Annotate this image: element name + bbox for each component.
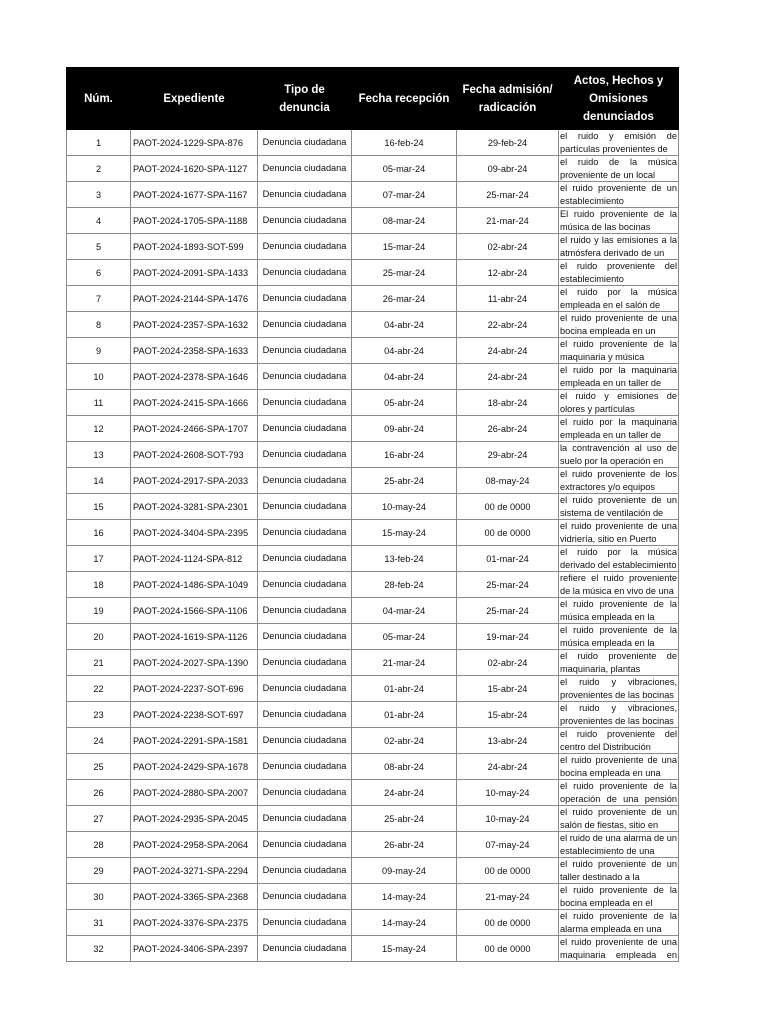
- complaints-table: [66, 67, 679, 962]
- row-num-cell: 16: [67, 520, 131, 546]
- row-expediente-cell: PAOT-2024-1620-SPA-1127: [131, 156, 258, 182]
- row-actos-cell: [559, 728, 679, 754]
- row-tipo-cell: Denuncia ciudadana: [258, 702, 352, 728]
- table-row: [67, 676, 679, 702]
- row-num-cell: 26: [67, 780, 131, 806]
- row-recepcion-cell: 16-abr-24: [352, 442, 457, 468]
- row-actos-cell: [559, 546, 679, 572]
- row-num-cell: 29: [67, 858, 131, 884]
- row-actos-cell: [559, 936, 679, 962]
- row-tipo-cell: Denuncia ciudadana: [258, 156, 352, 182]
- row-admision-cell: 08-may-24: [457, 468, 559, 494]
- row-admision-cell: 24-abr-24: [457, 338, 559, 364]
- row-expediente-cell: PAOT-2024-3376-SPA-2375: [131, 910, 258, 936]
- row-admision-cell: 21-mar-24: [457, 208, 559, 234]
- row-num-cell: 5: [67, 234, 131, 260]
- row-num-cell: 1: [67, 130, 131, 156]
- actos-text: el ruido y las emisiones a la atmósfera derivado de un: [560, 235, 677, 258]
- row-recepcion-cell: 07-mar-24: [352, 182, 457, 208]
- row-expediente-cell: PAOT-2024-3406-SPA-2397: [131, 936, 258, 962]
- row-expediente-cell: PAOT-2024-2429-SPA-1678: [131, 754, 258, 780]
- row-admision-cell: 24-abr-24: [457, 754, 559, 780]
- actos-text: el ruido por la música derivado del establecimiento: [560, 547, 677, 570]
- row-actos-cell: [559, 208, 679, 234]
- row-actos-cell: [559, 780, 679, 806]
- row-num-cell: 32: [67, 936, 131, 962]
- row-actos-cell: [559, 754, 679, 780]
- row-tipo-cell: Denuncia ciudadana: [258, 416, 352, 442]
- actos-text: el ruido proveniente de un taller destinado a la: [560, 859, 677, 882]
- row-recepcion-cell: 05-abr-24: [352, 390, 457, 416]
- row-admision-cell: 00 de 0000: [457, 494, 559, 520]
- row-expediente-cell: PAOT-2024-3271-SPA-2294: [131, 858, 258, 884]
- row-admision-cell: 10-may-24: [457, 806, 559, 832]
- row-actos-cell: [559, 338, 679, 364]
- table-row: [67, 780, 679, 806]
- table-row: [67, 858, 679, 884]
- table-row: [67, 442, 679, 468]
- actos-text: el ruido y emisiones de olores y partículas: [560, 391, 677, 414]
- row-recepcion-cell: 10-may-24: [352, 494, 457, 520]
- actos-text: el ruido y emisión de partículas provenientes de: [560, 131, 677, 154]
- row-recepcion-cell: 08-abr-24: [352, 754, 457, 780]
- row-actos-cell: [559, 364, 679, 390]
- row-expediente-cell: PAOT-2024-2608-SOT-793: [131, 442, 258, 468]
- table-row: [67, 884, 679, 910]
- row-actos-cell: [559, 806, 679, 832]
- row-expediente-cell: PAOT-2024-1566-SPA-1106: [131, 598, 258, 624]
- row-expediente-cell: PAOT-2024-2935-SPA-2045: [131, 806, 258, 832]
- row-tipo-cell: Denuncia ciudadana: [258, 468, 352, 494]
- row-actos-cell: [559, 910, 679, 936]
- row-tipo-cell: Denuncia ciudadana: [258, 494, 352, 520]
- row-admision-cell: 11-abr-24: [457, 286, 559, 312]
- row-expediente-cell: PAOT-2024-2917-SPA-2033: [131, 468, 258, 494]
- row-tipo-cell: Denuncia ciudadana: [258, 442, 352, 468]
- row-num-cell: 23: [67, 702, 131, 728]
- row-tipo-cell: Denuncia ciudadana: [258, 208, 352, 234]
- table-row: [67, 910, 679, 936]
- row-actos-cell: [559, 260, 679, 286]
- row-tipo-cell: Denuncia ciudadana: [258, 130, 352, 156]
- row-tipo-cell: Denuncia ciudadana: [258, 624, 352, 650]
- row-admision-cell: 18-abr-24: [457, 390, 559, 416]
- row-admision-cell: 29-feb-24: [457, 130, 559, 156]
- row-actos-cell: [559, 156, 679, 182]
- row-tipo-cell: Denuncia ciudadana: [258, 754, 352, 780]
- row-tipo-cell: Denuncia ciudadana: [258, 546, 352, 572]
- row-tipo-cell: Denuncia ciudadana: [258, 520, 352, 546]
- row-actos-cell: [559, 858, 679, 884]
- table-row: [67, 338, 679, 364]
- row-admision-cell: 15-abr-24: [457, 676, 559, 702]
- row-admision-cell: 21-may-24: [457, 884, 559, 910]
- table-row: [67, 572, 679, 598]
- row-recepcion-cell: 21-mar-24: [352, 650, 457, 676]
- row-recepcion-cell: 01-abr-24: [352, 702, 457, 728]
- row-admision-cell: 00 de 0000: [457, 858, 559, 884]
- row-actos-cell: [559, 182, 679, 208]
- row-admision-cell: 02-abr-24: [457, 234, 559, 260]
- row-expediente-cell: PAOT-2024-2027-SPA-1390: [131, 650, 258, 676]
- actos-text: el ruido proveniente de la música empleada en la: [560, 625, 677, 648]
- row-expediente-cell: PAOT-2024-1229-SPA-876: [131, 130, 258, 156]
- row-actos-cell: [559, 416, 679, 442]
- row-actos-cell: [559, 520, 679, 546]
- row-admision-cell: 29-abr-24: [457, 442, 559, 468]
- table-header: [67, 68, 679, 130]
- table-row: [67, 650, 679, 676]
- table-row: [67, 156, 679, 182]
- row-expediente-cell: PAOT-2024-1705-SPA-1188: [131, 208, 258, 234]
- row-num-cell: 25: [67, 754, 131, 780]
- row-tipo-cell: Denuncia ciudadana: [258, 234, 352, 260]
- actos-text: el ruido y vibraciones, provenientes de las bocinas: [560, 677, 677, 700]
- actos-text: el ruido proveniente de una vidriería, sitio en Puerto: [560, 521, 677, 544]
- row-num-cell: 22: [67, 676, 131, 702]
- row-actos-cell: [559, 312, 679, 338]
- row-num-cell: 8: [67, 312, 131, 338]
- actos-text: el ruido por la maquinaria empleada en un taller de: [560, 417, 677, 440]
- row-tipo-cell: Denuncia ciudadana: [258, 572, 352, 598]
- row-actos-cell: [559, 884, 679, 910]
- row-tipo-cell: Denuncia ciudadana: [258, 910, 352, 936]
- row-expediente-cell: PAOT-2024-2144-SPA-1476: [131, 286, 258, 312]
- table-row: [67, 624, 679, 650]
- row-expediente-cell: PAOT-2024-2357-SPA-1632: [131, 312, 258, 338]
- row-num-cell: 17: [67, 546, 131, 572]
- actos-text: el ruido proveniente de una bocina empleada en una: [560, 755, 677, 778]
- actos-text: el ruido proveniente de un sistema de ventilación de: [560, 495, 677, 518]
- row-actos-cell: [559, 702, 679, 728]
- table-row: [67, 598, 679, 624]
- actos-text: el ruido proveniente de la operación de una pensión: [560, 781, 677, 804]
- header-fecha-admision: Fecha admisión/ radicación: [457, 68, 559, 130]
- table-row: [67, 390, 679, 416]
- actos-text: el ruido de la música proveniente de un local: [560, 157, 677, 180]
- row-num-cell: 27: [67, 806, 131, 832]
- table-row: [67, 182, 679, 208]
- row-expediente-cell: PAOT-2024-1124-SPA-812: [131, 546, 258, 572]
- row-admision-cell: 15-abr-24: [457, 702, 559, 728]
- row-recepcion-cell: 26-abr-24: [352, 832, 457, 858]
- row-actos-cell: [559, 598, 679, 624]
- header-fecha-recepcion: Fecha recepción: [352, 68, 457, 130]
- row-admision-cell: 10-may-24: [457, 780, 559, 806]
- row-num-cell: 9: [67, 338, 131, 364]
- table-row: [67, 754, 679, 780]
- row-tipo-cell: Denuncia ciudadana: [258, 312, 352, 338]
- row-num-cell: 21: [67, 650, 131, 676]
- header-actos: Actos, Hechos y Omisiones denunciados: [559, 68, 679, 130]
- row-expediente-cell: PAOT-2024-2415-SPA-1666: [131, 390, 258, 416]
- row-actos-cell: [559, 234, 679, 260]
- actos-text: el ruido proveniente de una maquinaria empleada en: [560, 937, 677, 960]
- row-recepcion-cell: 15-may-24: [352, 936, 457, 962]
- row-actos-cell: [559, 442, 679, 468]
- actos-text: el ruido proveniente de la alarma empleada en una: [560, 911, 677, 934]
- row-recepcion-cell: 13-feb-24: [352, 546, 457, 572]
- row-tipo-cell: Denuncia ciudadana: [258, 182, 352, 208]
- table-row: [67, 832, 679, 858]
- row-tipo-cell: Denuncia ciudadana: [258, 650, 352, 676]
- table-row: [67, 468, 679, 494]
- row-actos-cell: [559, 650, 679, 676]
- actos-text: el ruido y vibraciones, provenientes de las bocinas: [560, 703, 677, 726]
- row-num-cell: 18: [67, 572, 131, 598]
- row-recepcion-cell: 15-mar-24: [352, 234, 457, 260]
- row-tipo-cell: Denuncia ciudadana: [258, 364, 352, 390]
- actos-text: el ruido proveniente de un salón de fiestas, sitio en: [560, 807, 677, 830]
- row-expediente-cell: PAOT-2024-2358-SPA-1633: [131, 338, 258, 364]
- row-admision-cell: 25-mar-24: [457, 182, 559, 208]
- actos-text: el ruido proveniente de la bocina empleada en el: [560, 885, 677, 908]
- row-num-cell: 20: [67, 624, 131, 650]
- row-recepcion-cell: 26-mar-24: [352, 286, 457, 312]
- row-recepcion-cell: 28-feb-24: [352, 572, 457, 598]
- table-row: [67, 364, 679, 390]
- row-admision-cell: 02-abr-24: [457, 650, 559, 676]
- actos-text: El ruido proveniente de la música de las bocinas: [560, 209, 677, 232]
- actos-text: el ruido proveniente del centro del Distribución: [560, 729, 677, 752]
- row-recepcion-cell: 09-abr-24: [352, 416, 457, 442]
- row-tipo-cell: Denuncia ciudadana: [258, 884, 352, 910]
- row-expediente-cell: PAOT-2024-2880-SPA-2007: [131, 780, 258, 806]
- row-actos-cell: [559, 390, 679, 416]
- row-actos-cell: [559, 572, 679, 598]
- row-recepcion-cell: 14-may-24: [352, 884, 457, 910]
- row-recepcion-cell: 05-mar-24: [352, 156, 457, 182]
- row-recepcion-cell: 16-feb-24: [352, 130, 457, 156]
- header-row: [67, 68, 679, 130]
- row-num-cell: 6: [67, 260, 131, 286]
- row-admision-cell: 00 de 0000: [457, 936, 559, 962]
- row-actos-cell: [559, 624, 679, 650]
- table-row: [67, 520, 679, 546]
- actos-text: el ruido por la música empleada en el salón de: [560, 287, 677, 310]
- row-actos-cell: [559, 130, 679, 156]
- row-expediente-cell: PAOT-2024-2466-SPA-1707: [131, 416, 258, 442]
- row-expediente-cell: PAOT-2024-2237-SOT-696: [131, 676, 258, 702]
- row-recepcion-cell: 24-abr-24: [352, 780, 457, 806]
- actos-text: el ruido por la maquinaria empleada en un taller de: [560, 365, 677, 388]
- row-tipo-cell: Denuncia ciudadana: [258, 806, 352, 832]
- row-tipo-cell: Denuncia ciudadana: [258, 780, 352, 806]
- row-actos-cell: [559, 676, 679, 702]
- row-expediente-cell: PAOT-2024-1619-SPA-1126: [131, 624, 258, 650]
- row-expediente-cell: PAOT-2024-3281-SPA-2301: [131, 494, 258, 520]
- row-recepcion-cell: 25-abr-24: [352, 806, 457, 832]
- table-row: [67, 806, 679, 832]
- row-recepcion-cell: 14-may-24: [352, 910, 457, 936]
- actos-text: el ruido proveniente de la música empleada en la: [560, 599, 677, 622]
- row-admision-cell: 00 de 0000: [457, 910, 559, 936]
- header-num: Núm.: [67, 68, 131, 130]
- row-admision-cell: 01-mar-24: [457, 546, 559, 572]
- row-num-cell: 3: [67, 182, 131, 208]
- row-admision-cell: 07-may-24: [457, 832, 559, 858]
- row-num-cell: 28: [67, 832, 131, 858]
- row-expediente-cell: PAOT-2024-2378-SPA-1646: [131, 364, 258, 390]
- table-row: [67, 936, 679, 962]
- row-admision-cell: 12-abr-24: [457, 260, 559, 286]
- table-row: [67, 286, 679, 312]
- table-row: [67, 728, 679, 754]
- row-num-cell: 30: [67, 884, 131, 910]
- row-tipo-cell: Denuncia ciudadana: [258, 390, 352, 416]
- row-num-cell: 31: [67, 910, 131, 936]
- header-tipo: Tipo de denuncia: [258, 68, 352, 130]
- row-recepcion-cell: 04-abr-24: [352, 364, 457, 390]
- actos-text: el ruido proveniente de maquinaria, plantas: [560, 651, 677, 674]
- row-admision-cell: 19-mar-24: [457, 624, 559, 650]
- row-expediente-cell: PAOT-2024-1486-SPA-1049: [131, 572, 258, 598]
- row-actos-cell: [559, 832, 679, 858]
- row-recepcion-cell: 01-abr-24: [352, 676, 457, 702]
- table-row: [67, 494, 679, 520]
- actos-text: el ruido proveniente de un establecimiento: [560, 183, 677, 206]
- row-tipo-cell: Denuncia ciudadana: [258, 676, 352, 702]
- row-tipo-cell: Denuncia ciudadana: [258, 728, 352, 754]
- row-admision-cell: 24-abr-24: [457, 364, 559, 390]
- row-num-cell: 15: [67, 494, 131, 520]
- row-tipo-cell: Denuncia ciudadana: [258, 260, 352, 286]
- row-expediente-cell: PAOT-2024-2291-SPA-1581: [131, 728, 258, 754]
- row-expediente-cell: PAOT-2024-2238-SOT-697: [131, 702, 258, 728]
- row-actos-cell: [559, 494, 679, 520]
- actos-text: el ruido de una alarma de un establecimiento de una: [560, 833, 677, 856]
- row-actos-cell: [559, 286, 679, 312]
- row-num-cell: 2: [67, 156, 131, 182]
- table-row: [67, 208, 679, 234]
- row-num-cell: 7: [67, 286, 131, 312]
- row-num-cell: 11: [67, 390, 131, 416]
- row-actos-cell: [559, 468, 679, 494]
- table-row: [67, 130, 679, 156]
- row-recepcion-cell: 25-mar-24: [352, 260, 457, 286]
- table-row: [67, 702, 679, 728]
- row-num-cell: 24: [67, 728, 131, 754]
- row-tipo-cell: Denuncia ciudadana: [258, 858, 352, 884]
- row-expediente-cell: PAOT-2024-2958-SPA-2064: [131, 832, 258, 858]
- actos-text: el ruido proveniente del establecimiento: [560, 261, 677, 284]
- row-recepcion-cell: 09-may-24: [352, 858, 457, 884]
- header-expediente: Expediente: [131, 68, 258, 130]
- row-tipo-cell: Denuncia ciudadana: [258, 936, 352, 962]
- row-expediente-cell: PAOT-2024-1893-SOT-599: [131, 234, 258, 260]
- row-recepcion-cell: 04-abr-24: [352, 312, 457, 338]
- table-body: [67, 130, 679, 962]
- row-tipo-cell: Denuncia ciudadana: [258, 338, 352, 364]
- row-admision-cell: 22-abr-24: [457, 312, 559, 338]
- actos-text: el ruido proveniente de los extractores y/o equipos: [560, 469, 677, 492]
- row-recepcion-cell: 08-mar-24: [352, 208, 457, 234]
- table-row: [67, 312, 679, 338]
- row-recepcion-cell: 04-abr-24: [352, 338, 457, 364]
- row-expediente-cell: PAOT-2024-2091-SPA-1433: [131, 260, 258, 286]
- row-admision-cell: 09-abr-24: [457, 156, 559, 182]
- row-recepcion-cell: 02-abr-24: [352, 728, 457, 754]
- row-admision-cell: 25-mar-24: [457, 572, 559, 598]
- row-admision-cell: 26-abr-24: [457, 416, 559, 442]
- actos-text: el ruido proveniente de una bocina empleada en un: [560, 313, 677, 336]
- row-recepcion-cell: 04-mar-24: [352, 598, 457, 624]
- row-num-cell: 13: [67, 442, 131, 468]
- actos-text: la contravención al uso de suelo por la operación en: [560, 443, 677, 466]
- actos-text: el ruido proveniente de la maquinaria y música: [560, 339, 677, 362]
- row-tipo-cell: Denuncia ciudadana: [258, 832, 352, 858]
- row-tipo-cell: Denuncia ciudadana: [258, 286, 352, 312]
- row-expediente-cell: PAOT-2024-3404-SPA-2395: [131, 520, 258, 546]
- row-admision-cell: 00 de 0000: [457, 520, 559, 546]
- table-row: [67, 234, 679, 260]
- row-num-cell: 10: [67, 364, 131, 390]
- row-recepcion-cell: 15-may-24: [352, 520, 457, 546]
- row-recepcion-cell: 05-mar-24: [352, 624, 457, 650]
- row-num-cell: 14: [67, 468, 131, 494]
- row-num-cell: 19: [67, 598, 131, 624]
- table-row: [67, 416, 679, 442]
- row-tipo-cell: Denuncia ciudadana: [258, 598, 352, 624]
- table-row: [67, 546, 679, 572]
- row-num-cell: 12: [67, 416, 131, 442]
- row-num-cell: 4: [67, 208, 131, 234]
- row-recepcion-cell: 25-abr-24: [352, 468, 457, 494]
- row-admision-cell: 13-abr-24: [457, 728, 559, 754]
- row-expediente-cell: PAOT-2024-1677-SPA-1167: [131, 182, 258, 208]
- table-row: [67, 260, 679, 286]
- row-expediente-cell: PAOT-2024-3365-SPA-2368: [131, 884, 258, 910]
- row-admision-cell: 25-mar-24: [457, 598, 559, 624]
- actos-text: refiere el ruido proveniente de la música en vivo de una: [560, 573, 677, 596]
